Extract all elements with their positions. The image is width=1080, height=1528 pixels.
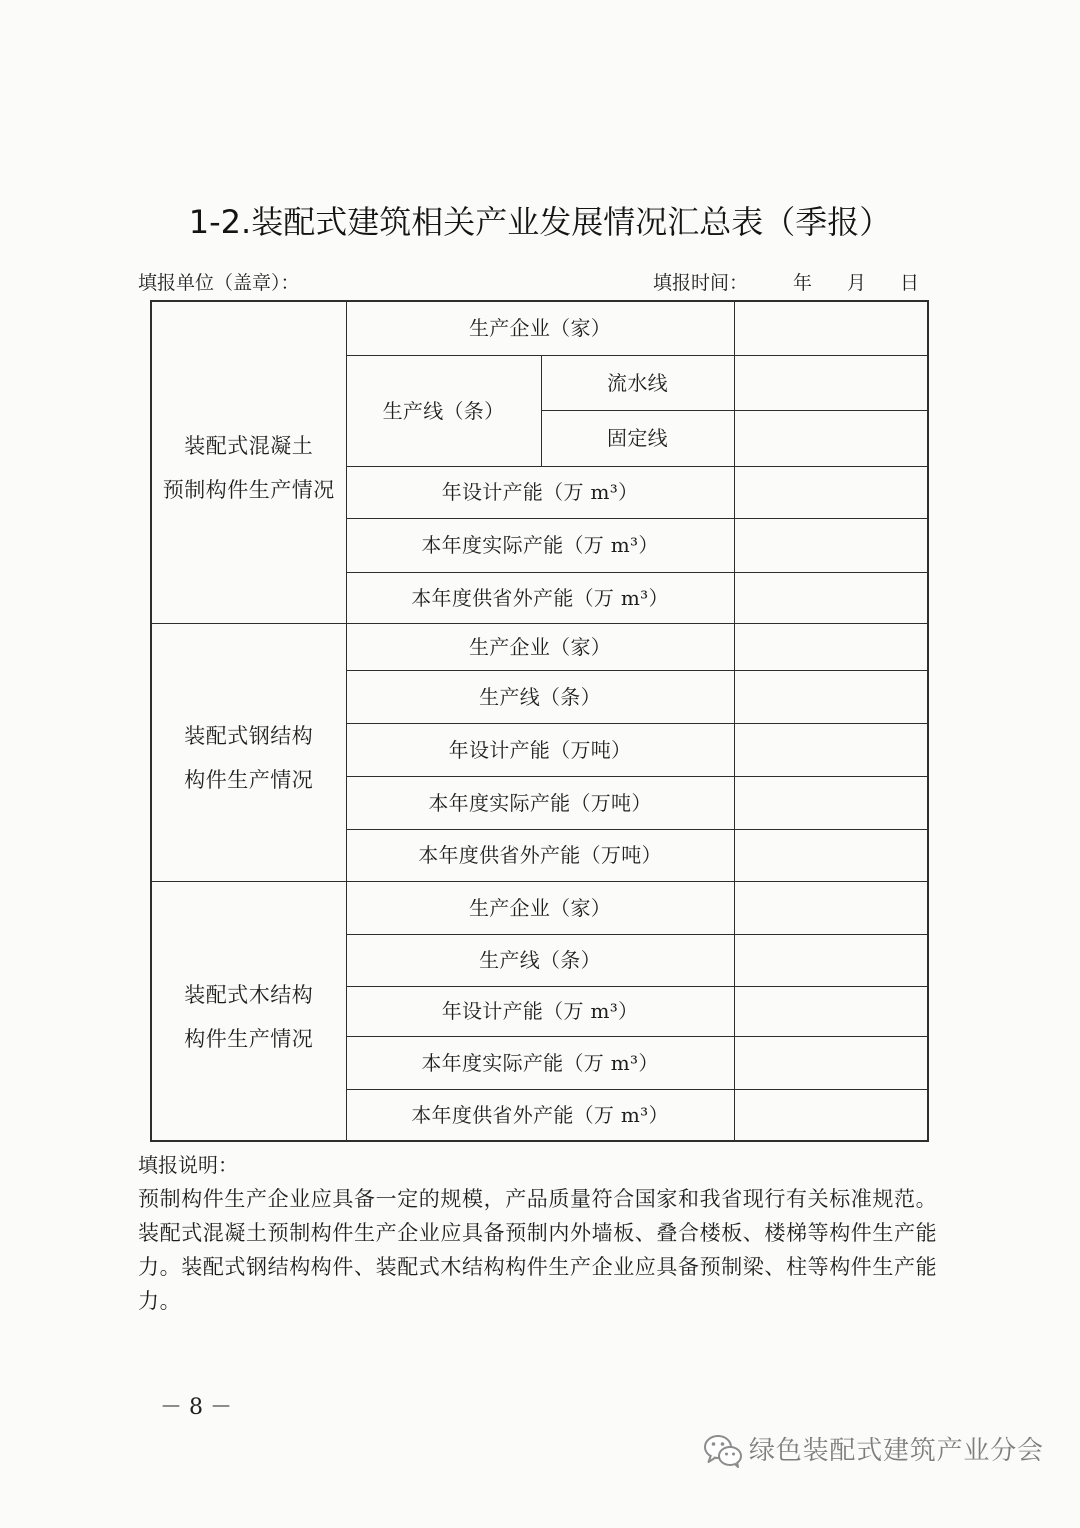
row-label-annual-design-capacity: 年设计产能（万 m³）	[346, 986, 734, 1036]
page-number: － 8 －	[160, 1395, 232, 1420]
date-year-label: 年	[793, 272, 813, 294]
row-label-producers: 生产企业（家）	[346, 623, 734, 670]
reporting-unit-label: 填报单位（盖章）：	[138, 272, 300, 294]
value-cell	[734, 466, 928, 518]
section-label-line: 装配式钢结构	[184, 724, 314, 748]
table-body	[151, 301, 928, 1141]
watermark	[703, 1430, 1063, 1472]
value-cell	[734, 1036, 928, 1089]
reporting-time-label: 填报时间：	[653, 272, 749, 294]
section-label-line: 构件生产情况	[184, 1026, 314, 1051]
row-label-actual-capacity: 本年度实际产能（万吨）	[346, 776, 734, 829]
table-row	[151, 881, 928, 934]
value-cell	[734, 934, 928, 986]
document-title: 1-2.装配式建筑相关产业发展情况汇总表（季报）	[188, 203, 892, 241]
notes-line: 力。	[138, 1289, 182, 1313]
row-label-producers: 生产企业（家）	[346, 301, 734, 355]
row-label-fixed-line: 固定线	[541, 410, 734, 466]
watermark-text: 绿色装配式建筑产业分会	[749, 1436, 1044, 1466]
value-cell	[734, 986, 928, 1036]
notes-line: 力。装配式钢结构构件、装配式木结构构件生产企业应具备预制梁、柱等构件生产能	[138, 1255, 938, 1279]
value-cell	[734, 355, 928, 410]
value-cell	[734, 623, 928, 670]
row-label-annual-design-capacity: 年设计产能（万吨）	[346, 723, 734, 776]
row-label-out-of-province-supply: 本年度供省外产能（万 m³）	[346, 1089, 734, 1141]
wechat-icon	[703, 1433, 743, 1469]
row-label-annual-design-capacity: 年设计产能（万 m³）	[346, 466, 734, 518]
value-cell	[734, 572, 928, 623]
notes-heading: 填报说明：	[138, 1153, 238, 1177]
value-cell	[734, 518, 928, 572]
section-label-line: 装配式混凝土	[184, 434, 314, 459]
value-cell	[734, 881, 928, 934]
section-label-line: 装配式木结构	[184, 982, 314, 1007]
notes-line: 装配式混凝土预制构件生产企业应具备预制内外墙板、叠合楼板、楼梯等构件生产能	[138, 1221, 938, 1245]
row-label-production-lines: 生产线（条）	[346, 355, 541, 466]
row-label-actual-capacity: 本年度实际产能（万 m³）	[346, 518, 734, 572]
value-cell	[734, 829, 928, 881]
row-label-producers: 生产企业（家）	[346, 881, 734, 934]
summary-table	[150, 300, 929, 1142]
value-cell	[734, 776, 928, 829]
row-label-production-lines: 生产线（条）	[346, 934, 734, 986]
row-label-production-lines: 生产线（条）	[346, 670, 734, 723]
notes-line: 预制构件生产企业应具备一定的规模，产品质量符合国家和我省现行有关标准规范。	[138, 1187, 938, 1211]
section-label-line: 构件生产情况	[184, 768, 314, 792]
table-row	[151, 623, 928, 670]
row-label-assembly-line: 流水线	[541, 355, 734, 410]
date-day-label: 日	[900, 272, 920, 294]
value-cell	[734, 723, 928, 776]
date-month-label: 月	[847, 272, 867, 294]
filling-notes	[138, 1148, 958, 1318]
row-label-actual-capacity: 本年度实际产能（万 m³）	[346, 1036, 734, 1089]
section-label-steel-structure	[151, 623, 346, 881]
value-cell	[734, 1089, 928, 1141]
row-label-out-of-province-supply: 本年度供省外产能（万吨）	[346, 829, 734, 881]
section-label-precast-concrete	[151, 301, 346, 623]
value-cell	[734, 301, 928, 355]
value-cell	[734, 410, 928, 466]
section-label-line: 预制构件生产情况	[162, 478, 335, 503]
value-cell	[734, 670, 928, 723]
row-label-out-of-province-supply: 本年度供省外产能（万 m³）	[346, 572, 734, 623]
section-label-timber-structure	[151, 881, 346, 1141]
table-row	[151, 301, 928, 355]
